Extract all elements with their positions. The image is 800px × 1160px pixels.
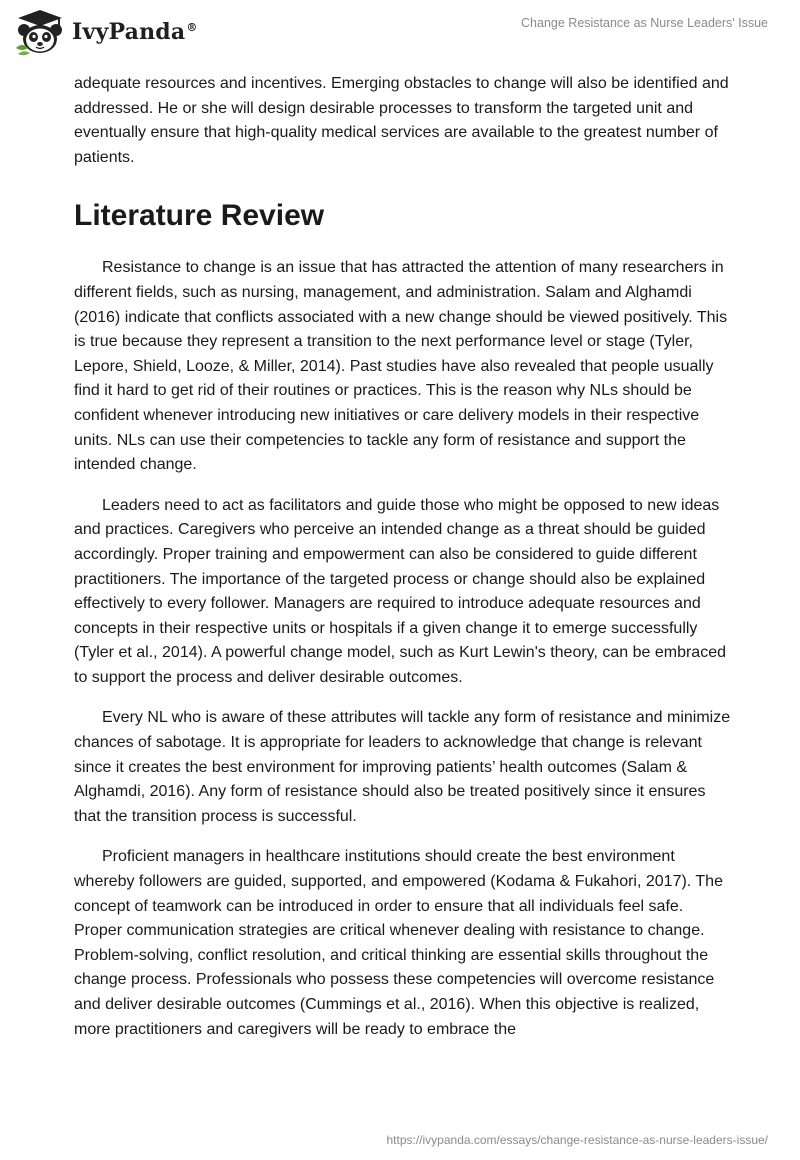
source-url-link[interactable]: https://ivypanda.com/essays/change-resistance-as-nurse-leaders-issue/ [386, 1133, 768, 1147]
body-paragraph: Every NL who is aware of these attributes will tackle any form of resistance and minimize chances of sabotage. It is appropriate for leaders to acknowledge that change is relevant since it creates the best environment for improving patients’ health outcomes (Salam & Alghamdi, 2016). Any form of resistance should also be treated positively since it ensures that the transition process is successful. [74, 709, 731, 825]
brand-logo[interactable] [14, 8, 198, 56]
panda-logo-icon [14, 8, 66, 56]
page-header [0, 0, 800, 70]
body-paragraph: Leaders need to act as facilitators and guide those who might be opposed to new ideas and practices. Caregivers who perceive an intended change as a threat should be guided accordingly. Proper training and empowerment can also be considered to guide different practitioners. The importance of the targeted process or change should also be explained effectively to every follower. Managers are required to introduce adequate resources and concepts in their respective units or hospitals if a given change it to emerge successfully (Tyler et al., 2014). A powerful change model, such as Kurt Lewin's theory, can be embraced to support the process and deliver desirable outcomes. [74, 496, 726, 686]
registered-mark: ® [186, 20, 198, 34]
document-title: Change Resistance as Nurse Leaders' Issue [521, 16, 768, 30]
intro-paragraph: adequate resources and incentives. Emerging obstacles to change will also be identified and addressed. He or she will design desirable processes to transform the targeted unit and eventually ensure that high-quality medical services are available to the greatest number of patients. [74, 75, 729, 166]
section-heading: Literature Review [74, 199, 325, 233]
essay-content [74, 72, 734, 1042]
brand-name: IvyPanda® [72, 19, 198, 45]
body-paragraph: Resistance to change is an issue that has attracted the attention of many researchers in different fields, such as nursing, management, and administration. Salam and Alghamdi (2016) indicate that conflicts associated with a new change should be viewed positively. This is true because they represent a transition to the next performance level or stage (Tyler, Lepore, Shield, Looze, & Miller, 2014). Past studies have also revealed that people usually find it hard to get rid of their routines or practices. This is the reason why NLs should be confident whenever introducing new initiatives or care delivery models in their respective units. NLs can use their competencies to tackle any form of resistance and support the intended change. [74, 259, 728, 474]
body-paragraph: Proficient managers in healthcare institutions should create the best environment whereby followers are guided, supported, and empowered (Kodama & Fukahori, 2017). The concept of teamwork can be introduced in order to ensure that all individuals feel safe. Proper communication strategies are critical whenever dealing with resistance to change. Problem-solving, conflict resolution, and critical thinking are essential skills throughout the change process. Professionals who possess these competencies will overcome resistance and deliver desirable outcomes (Cummings et al., 2016). When this objective is realized, more practitioners and caregivers will be ready to embrace the [74, 848, 723, 1038]
